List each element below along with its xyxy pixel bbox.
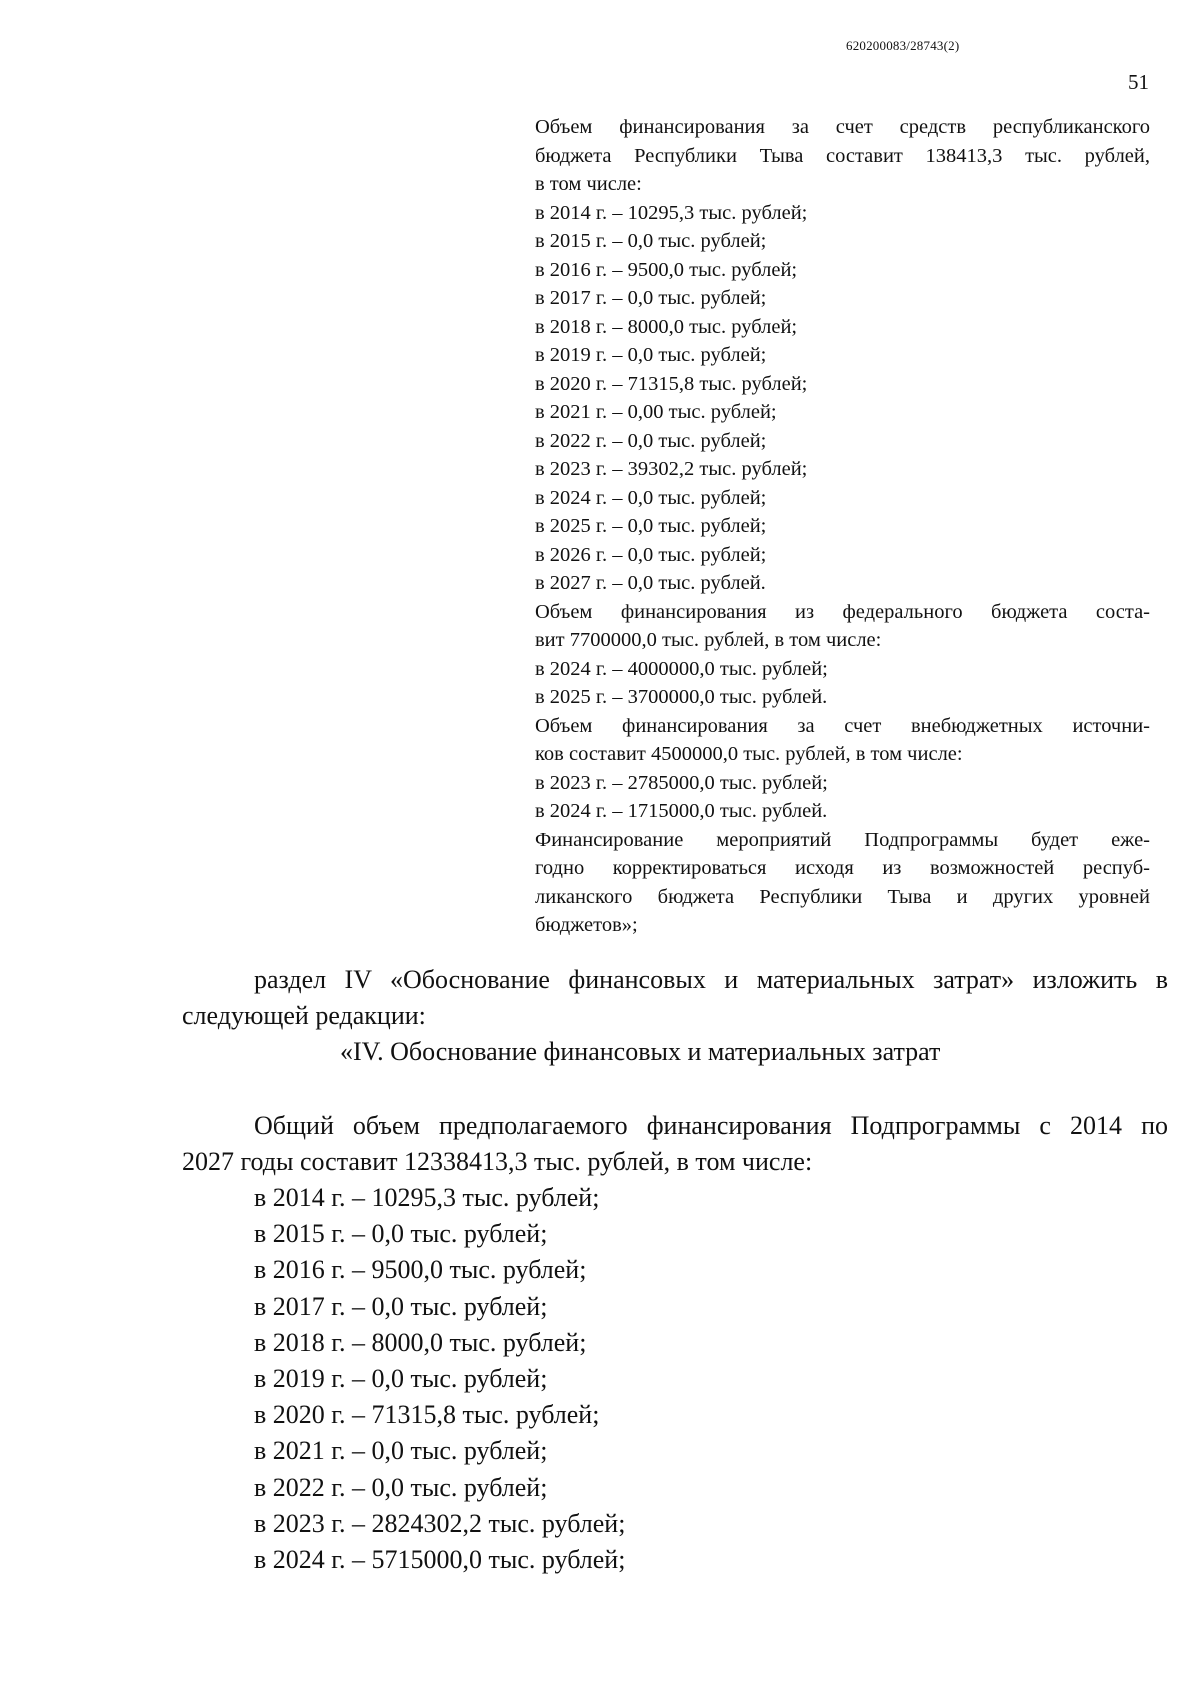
instruction-line: следующей редакции:: [182, 1001, 426, 1030]
republic-year-item: в 2020 г. – 71315,8 тыс. рублей;: [535, 372, 808, 395]
closing-line: Финансирование мероприятий Подпрограммы будет еже-: [535, 828, 1150, 851]
total-paragraph-line: 2027 годы составит 12338413,3 тыс. рублей, в том числе:: [182, 1147, 813, 1176]
federal-year-item: в 2024 г. – 4000000,0 тыс. рублей;: [535, 657, 828, 680]
total-year-item: в 2016 г. – 9500,0 тыс. рублей;: [254, 1255, 587, 1285]
total-year-item: в 2023 г. – 2824302,2 тыс. рублей;: [254, 1508, 626, 1538]
total-year-item: в 2020 г. – 71315,8 тыс. рублей;: [254, 1400, 600, 1430]
republic-year-item: в 2025 г. – 0,0 тыс. рублей;: [535, 515, 767, 537]
closing-line: бюджетов»;: [535, 914, 638, 936]
extrabudget-year-item: в 2024 г. – 1715000,0 тыс. рублей.: [535, 800, 828, 822]
republic-intro-line: бюджета Республики Тыва составит 138413,3 тыс. рублей,: [535, 144, 1150, 167]
total-year-item: в 2017 г. – 0,0 тыс. рублей;: [254, 1291, 548, 1321]
total-year-item: в 2019 г. – 0,0 тыс. рублей;: [254, 1364, 548, 1394]
closing-line: годно корректироваться исходя из возможностей респуб-: [535, 857, 1150, 879]
document-id: 620200083/28743(2): [846, 38, 960, 53]
federal-intro-line: Объем финансирования из федерального бюджета соста-: [535, 600, 1150, 623]
total-year-item: в 2022 г. – 0,0 тыс. рублей;: [254, 1472, 548, 1502]
total-year-item: в 2021 г. – 0,0 тыс. рублей;: [254, 1436, 548, 1466]
instruction-line: раздел IV «Обоснование финансовых и материальных затрат» изложить в: [254, 965, 1168, 994]
instruction-paragraph: [182, 962, 1168, 1034]
federal-year-item: в 2025 г. – 3700000,0 тыс. рублей.: [535, 686, 828, 708]
republic-year-item: в 2024 г. – 0,0 тыс. рублей;: [535, 486, 767, 509]
extrabudget-year-item: в 2023 г. – 2785000,0 тыс. рублей;: [535, 771, 828, 794]
republic-intro-line: Объем финансирования за счет средств республиканского: [535, 116, 1150, 138]
republic-year-item: в 2014 г. – 10295,3 тыс. рублей;: [535, 201, 808, 224]
total-year-item: в 2018 г. – 8000,0 тыс. рублей;: [254, 1327, 587, 1357]
extrabudget-intro-line: Объем финансирования за счет внебюджетных источни-: [535, 714, 1150, 737]
section-heading: «IV. Обоснование финансовых и материальных затрат: [340, 1037, 941, 1066]
closing-line: ликанского бюджета Республики Тыва и других уровней: [535, 885, 1150, 908]
republic-year-item: в 2019 г. – 0,0 тыс. рублей;: [535, 344, 767, 366]
republic-year-item: в 2026 г. – 0,0 тыс. рублей;: [535, 543, 767, 566]
right-column-text: [535, 113, 1150, 940]
total-year-item: в 2024 г. – 5715000,0 тыс. рублей;: [254, 1545, 626, 1575]
total-year-item: в 2015 г. – 0,0 тыс. рублей;: [254, 1219, 548, 1249]
total-year-item: в 2014 г. – 10295,3 тыс. рублей;: [254, 1183, 600, 1212]
republic-year-item: в 2021 г. – 0,00 тыс. рублей;: [535, 401, 777, 423]
total-financing-paragraph: [182, 1108, 1168, 1180]
republic-year-item: в 2018 г. – 8000,0 тыс. рублей;: [535, 315, 798, 338]
republic-year-item: в 2022 г. – 0,0 тыс. рублей;: [535, 429, 767, 452]
federal-intro-line: вит 7700000,0 тыс. рублей, в том числе:: [535, 629, 882, 651]
republic-year-item: в 2016 г. – 9500,0 тыс. рублей;: [535, 258, 798, 281]
republic-year-item: в 2015 г. – 0,0 тыс. рублей;: [535, 230, 767, 252]
extrabudget-intro-line: ков составит 4500000,0 тыс. рублей, в том числе:: [535, 743, 963, 765]
republic-year-item: в 2023 г. – 39302,2 тыс. рублей;: [535, 458, 808, 480]
total-paragraph-line: Общий объем предполагаемого финансирования Подпрограммы с 2014 по: [254, 1111, 1168, 1140]
republic-year-item: в 2017 г. – 0,0 тыс. рублей;: [535, 287, 767, 309]
total-year-list: [182, 1180, 1168, 1578]
republic-year-item: в 2027 г. – 0,0 тыс. рублей.: [535, 572, 766, 594]
page-number: 51: [1128, 70, 1149, 94]
republic-intro-line: в том числе:: [535, 173, 642, 195]
